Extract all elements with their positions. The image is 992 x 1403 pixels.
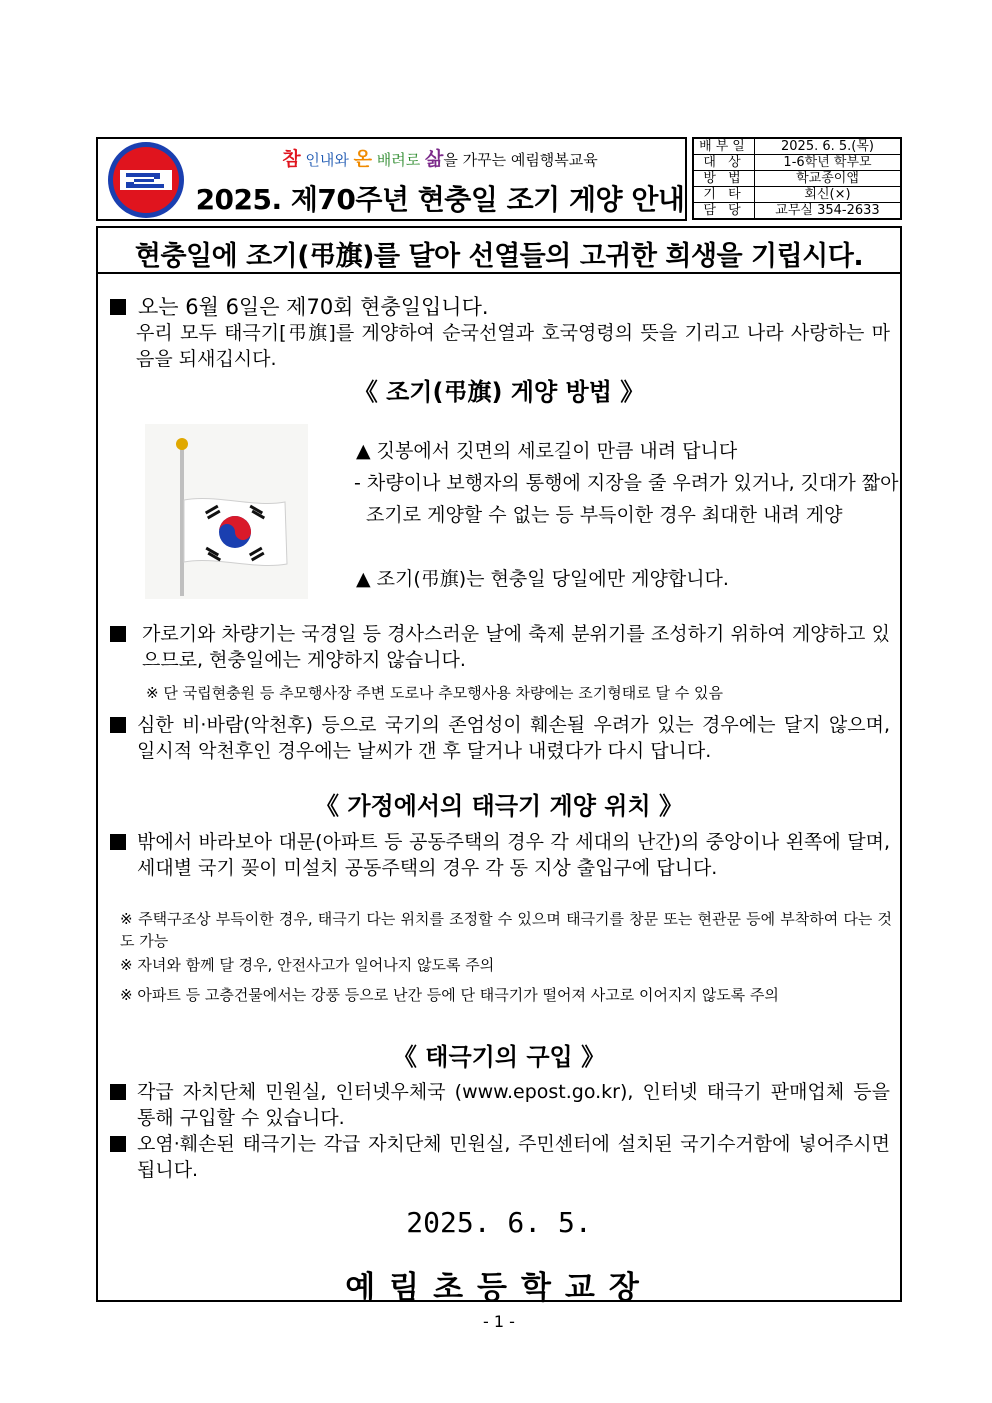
- home-note-2: ※ 자녀와 함께 달 경우, 안전사고가 일어나지 않도록 주의: [120, 956, 495, 974]
- section-title-method: 《 조기(弔旗) 게양 방법 》: [353, 378, 645, 406]
- rule-street-flags-note: ※ 단 국립현충원 등 추모행사장 주변 도로나 추모행사용 차량에는 조기형태로 달 수 있음: [146, 684, 723, 702]
- page-title: 2025. 제70주년 현충일 조기 게양 안내: [195, 183, 685, 216]
- bullet-square-icon: [110, 834, 126, 850]
- bullet-square-icon: [110, 299, 126, 315]
- buy-text-2: 오염·훼손된 태극기는 각급 자치단체 민원실, 주민센터에 설치된 국기수거함에 넣어주시면 됩니다.: [137, 1133, 890, 1181]
- home-position-text: 밖에서 바라보아 대문(아파트 등 공동주택의 경우 각 세대의 난간)의 중앙이나 왼쪽에 달며, 세대별 국기 꽂이 미설치 공동주택의 경우 각 동 지상 출입구에 답니다.: [137, 831, 890, 879]
- method-bullet-1-sub-2: 조기로 게양할 수 없는 등 부득이한 경우 최대한 내려 게양: [366, 504, 843, 526]
- info-row: 기 타 회신(×): [693, 187, 901, 203]
- bullet-square-icon: [110, 1136, 126, 1152]
- info-row: 배부일 2025. 6. 5.(목): [693, 138, 901, 155]
- rule-street-flags: 가로기와 차량기는 국경일 등 경사스러운 날에 축제 분위기를 조성하기 위하여 게양하고 있으므로, 현충일에는 게양하지 않습니다.: [142, 623, 890, 671]
- buy-text-1: 각급 자치단체 민원실, 인터넷우체국 (www.epost.go.kr), 인터넷 태극기 판매업체 등을 통해 구입할 수 있습니다.: [137, 1081, 890, 1129]
- bullet-square-icon: [110, 626, 126, 642]
- info-row: 대 상 1-6학년 학부모: [693, 155, 901, 171]
- rule-bad-weather: 심한 비·바람(악천후) 등으로 국기의 존엄성이 훼손될 우려가 있는 경우에는 달지 않으며, 일시적 악천후인 경우에는 날씨가 갠 후 달거나 내렸다가 다시 답니다.: [137, 714, 890, 762]
- bullet-square-icon: [110, 1084, 126, 1100]
- home-note-3: ※ 아파트 등 고층건물에서는 강풍 등으로 난간 등에 단 태극기가 떨어져 사고로 이어지지 않도록 주의: [120, 986, 779, 1004]
- page-number: - 1 -: [483, 1312, 515, 1331]
- issue-date: 2025. 6. 5.: [406, 1206, 592, 1239]
- intro-body: 우리 모두 태극기[弔旗]를 게양하여 순국선열과 호국영령의 뜻을 기리고 나라 사랑하는 마음을 되새깁시다.: [136, 322, 890, 370]
- intro-heading: 오는 6월 6일은 제70회 현충일입니다.: [110, 291, 489, 321]
- info-row: 방 법 학교종이앱: [693, 171, 901, 187]
- method-bullet-1: ▲ 깃봉에서 깃면의 세로길이 만큼 내려 답니다: [356, 440, 738, 462]
- method-bullet-1-sub-1: - 차량이나 보행자의 통행에 지장을 줄 우려가 있거나, 깃대가 짧아: [354, 472, 899, 494]
- info-table: [692, 137, 902, 220]
- section-title-buy: 《 태극기의 구입 》: [392, 1043, 606, 1071]
- bullet-square-icon: [110, 717, 126, 733]
- principal-signature: 예림초등학교장: [345, 1270, 653, 1306]
- home-note-1: ※ 주택구조상 부득이한 경우, 태극기 다는 위치를 조정할 수 있으며 태극기를 창문 또는 현관문 등에 부착하여 다는 것도 가능: [120, 910, 892, 950]
- method-bullet-2: ▲ 조기(弔旗)는 현충일 당일에만 게양합니다.: [356, 568, 729, 590]
- info-row: 담 당 교무실 354-2633: [693, 203, 901, 220]
- half-mast-flag-image: [145, 424, 308, 599]
- school-motto: 참 인내와 온 배려로 삶을 가꾸는 예림행복교육: [282, 148, 598, 170]
- section-title-home: 《 가정에서의 태극기 게양 위치 》: [315, 792, 683, 820]
- school-logo-icon: [106, 140, 186, 220]
- banner-heading: 현충일에 조기(弔旗)를 달아 선열들의 고귀한 희생을 기립시다.: [134, 241, 864, 272]
